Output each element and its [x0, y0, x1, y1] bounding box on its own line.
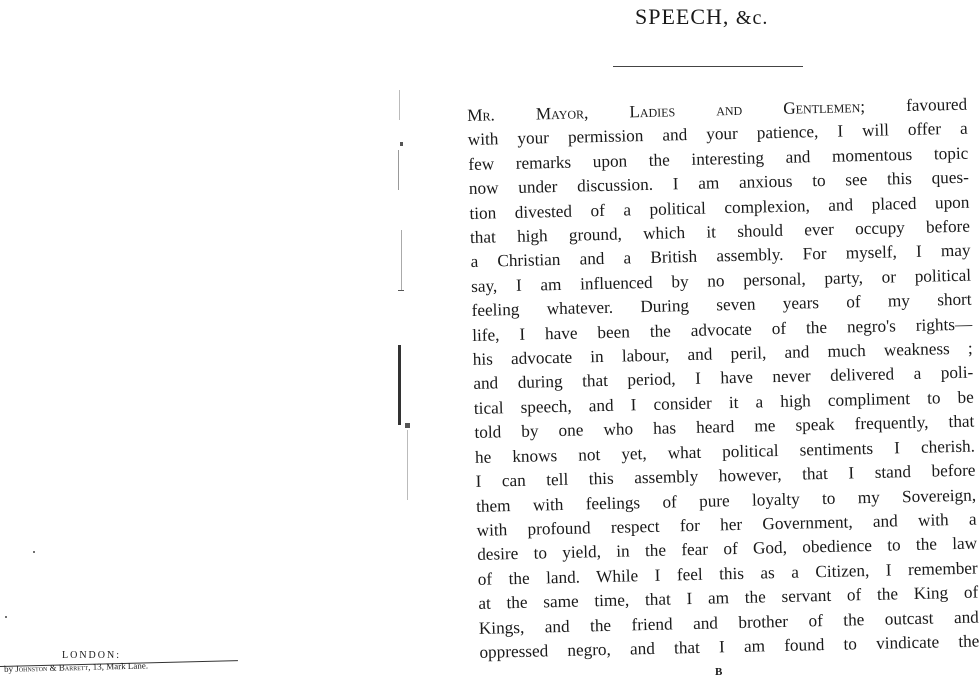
text-line: say, I am influenced by no personal, party, or political	[470, 265, 972, 296]
text-line: tion divested of a political complexion, and placed upon	[469, 192, 970, 223]
text-line: few remarks upon the interesting and momentous topic	[468, 143, 969, 174]
text-line: tical speech, and I consider it a high compliment to be	[473, 387, 974, 418]
text-line: desire to yield, in the fear of God, obedience to the law	[477, 533, 978, 565]
page-title-suffix: &c.	[735, 7, 769, 29]
text-line: told by one who has heard me speak frequently, that	[474, 411, 975, 443]
page-title	[635, 4, 768, 30]
text-line: them with feelings of pure loyalty to my Sovereign,	[475, 485, 977, 516]
text-line: a Christian and a British assembly. For myself, I may	[470, 241, 971, 272]
speech-body	[467, 93, 980, 666]
imprint-printer	[4, 660, 148, 674]
text-line: oppressed negro, and that I am found to vindicate the	[479, 631, 980, 662]
imprint-printer-name: Johnston & Barrett,	[15, 661, 91, 674]
ink-speck	[33, 551, 35, 553]
text-line: I can tell this assembly however, that I stand before	[475, 460, 976, 491]
salutation: Mr. Mayor, Ladies and Gentlemen	[467, 97, 861, 125]
text-line: with your permission and your patience, I will offer a	[467, 119, 968, 150]
ink-speck	[5, 616, 7, 618]
text-line: and during that period, I have never delivered a poli-	[473, 363, 974, 394]
page-title-text: SPEECH,	[635, 4, 730, 29]
text-line: of the land. While I feel this as a Citizen, I remember	[477, 558, 978, 589]
imprint-address: 13, Mark Lane.	[92, 660, 149, 672]
imprint-printer-prefix: by	[3, 663, 14, 674]
text-line: now under discussion. I am anxious to see this ques-	[468, 167, 970, 199]
signature-mark: B	[715, 666, 723, 678]
title-rule	[613, 66, 803, 67]
text-line: Kings, and the friend and brother of the outcast and	[478, 607, 979, 638]
text-line-remainder: ; favoured	[860, 94, 968, 117]
imprint-city: LONDON:	[62, 650, 121, 661]
text-line: with profound respect for her Government, and with a	[476, 509, 977, 540]
text-line: at the same time, that I am the servant of the King of	[478, 582, 979, 613]
text-line: he knows not yet, what political sentiments I cherish.	[474, 436, 976, 467]
right-page	[395, 0, 980, 681]
text-line: feeling whatever. During seven years of my short	[471, 289, 972, 321]
left-page	[0, 0, 395, 681]
text-line: his advocate in labour, and peril, and much weakness ;	[472, 338, 973, 369]
text-line: that high ground, which it should ever occupy before	[469, 216, 971, 247]
text-line: life, I have been the advocate of the negro's rights—	[472, 314, 973, 345]
